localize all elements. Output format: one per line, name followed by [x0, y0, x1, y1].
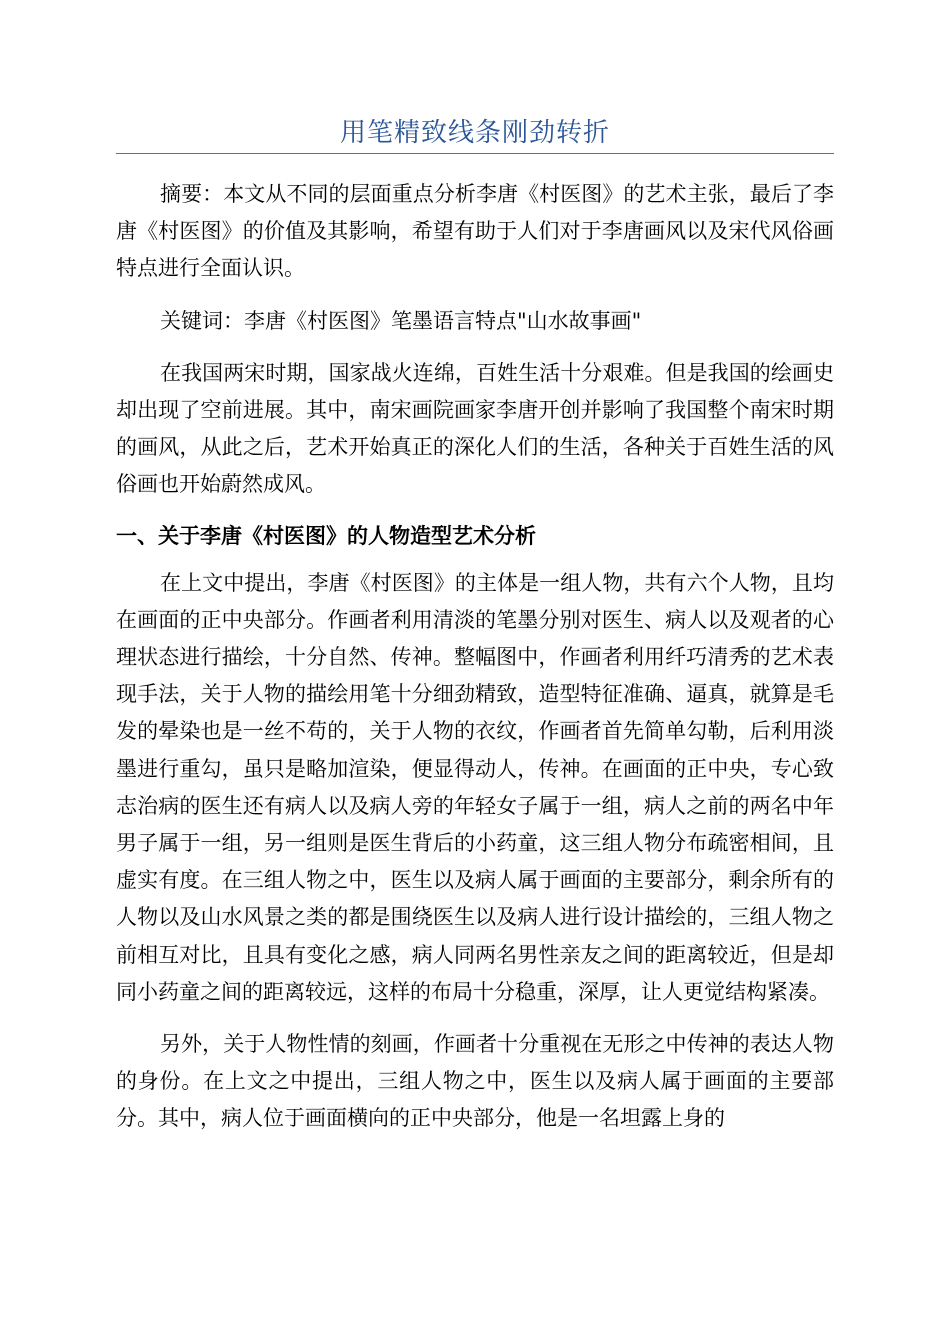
document-title: 用笔精致线条刚劲转折 [339, 118, 610, 148]
title-underline [116, 153, 834, 154]
section-1-paragraph-1: 在上文中提出，李唐《村医图》的主体是一组人物，共有六个人物，且均在画面的正中央部分。作画者利用清淡的笔墨分别对医生、病人以及观者的心理状态进行描绘，十分自然、传神。整幅图中，作画者利用纤巧清秀的艺术表现手法，关于人物的描绘用笔十分细劲精致，造型特征准确、逼真，就算是毛发的晕染也是一丝不苟的，关于人物的衣纹，作画者首先简单勾勒，后利用淡墨进行重勾，虽只是略加渲染，便显得动人，传神。在画面的正中央，专心致志治病的医生还有病人以及病人旁的年轻女子属于一组，病人之前的两名中年男子属于一组，另一组则是医生背后的小药童，这三组人物分布疏密相间，且虚实有度。在三组人物之中，医生以及病人属于画面的主要部分，剩余所有的人物以及山水风景之类的都是围绕医生以及病人进行设计描绘的，三组人物之前相互对比，且具有变化之感，病人同两名男性亲友之间的距离较近，但是却同小药童之间的距离较远，这样的布局十分稳重，深厚，让人更觉结构紧凑。 [116, 570, 834, 1004]
abstract-paragraph: 摘要：本文从不同的层面重点分析李唐《村医图》的艺术主张，最后了李唐《村医图》的价值及其影响，希望有助于人们对于李唐画风以及宋代风俗画特点进行全面认识。 [116, 182, 834, 281]
intro-paragraph: 在我国两宋时期，国家战火连绵，百姓生活十分艰难。但是我国的绘画史却出现了空前进展。其中，南宋画院画家李唐开创并影响了我国整个南宋时期的画风，从此之后，艺术开始真正的深化人们的生活，各种关于百姓生活的风俗画也开始蔚然成风。 [116, 360, 834, 497]
section-1-heading: 一、关于李唐《村医图》的人物造型艺术分析 [116, 523, 536, 548]
document-page [116, 0, 834, 1138]
keywords-paragraph: 关键词：李唐《村医图》笔墨语言特点"山水故事画" [160, 308, 642, 333]
section-1-paragraph-2: 另外，关于人物性情的刻画，作画者十分重视在无形之中传神的表达人物的身份。在上文之中提出，三组人物之中，医生以及病人属于画面的主要部分。其中，病人位于画面横向的正中央部分，他是一名坦露上身的 [116, 1032, 834, 1131]
